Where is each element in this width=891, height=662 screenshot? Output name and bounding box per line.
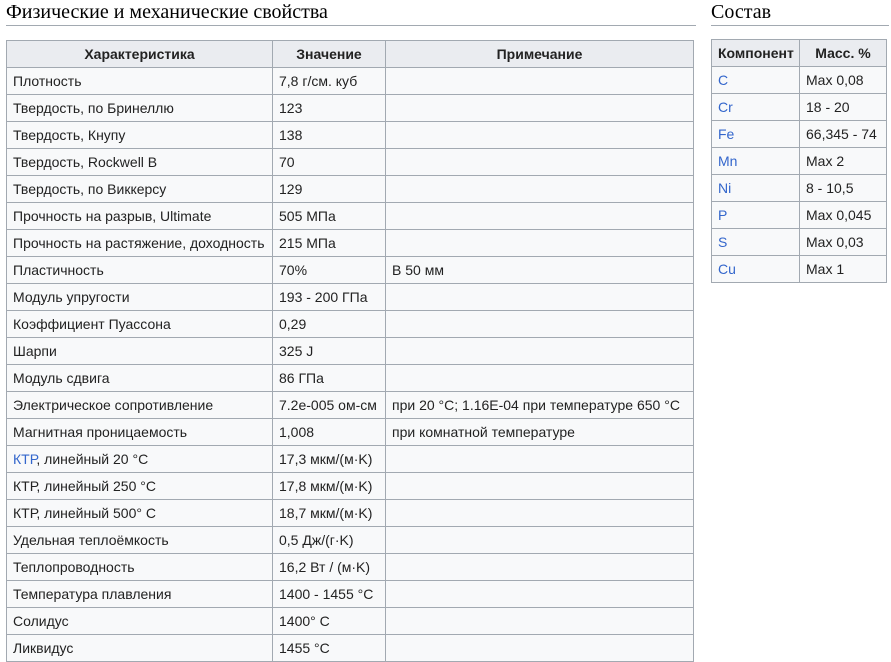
component-element-link[interactable]: Mn — [712, 148, 800, 175]
property-value: 0,29 — [273, 311, 386, 338]
property-name: Плотность — [13, 73, 82, 89]
property-value: 1400 - 1455 °C — [273, 581, 386, 608]
table-row — [712, 94, 887, 121]
column-header-mass-percent: Масс. % — [800, 40, 887, 67]
component-mass-percent: Max 2 — [800, 148, 887, 175]
component-element-link[interactable]: Cr — [712, 94, 800, 121]
property-note — [386, 365, 694, 392]
property-value: 16,2 Вт / (м·K) — [273, 554, 386, 581]
property-name: Магнитная проницаемость — [13, 424, 188, 440]
property-note — [386, 446, 694, 473]
component-element-link[interactable]: Fe — [712, 121, 800, 148]
property-name-cell — [7, 176, 273, 203]
property-name-cell — [7, 257, 273, 284]
composition-header-row — [712, 40, 887, 67]
property-name: Температура плавления — [13, 586, 172, 602]
property-name-cell — [7, 500, 273, 527]
property-name-cell — [7, 149, 273, 176]
property-name-cell — [7, 365, 273, 392]
property-note — [386, 311, 694, 338]
table-row — [7, 338, 694, 365]
component-element-link[interactable]: Ni — [712, 175, 800, 202]
column-header-characteristic: Характеристика — [7, 41, 273, 68]
property-name-cell — [7, 635, 273, 662]
property-name-cell — [7, 95, 273, 122]
properties-table — [6, 40, 694, 662]
property-value: 129 — [273, 176, 386, 203]
property-name: Коэффициент Пуассона — [13, 316, 171, 332]
table-row — [7, 581, 694, 608]
property-name-cell — [7, 203, 273, 230]
table-row — [7, 635, 694, 662]
component-mass-percent: Max 0,08 — [800, 67, 887, 94]
property-name: Твердость, по Бринеллю — [13, 100, 174, 116]
property-name: Модуль сдвига — [13, 370, 110, 386]
properties-body — [7, 68, 694, 662]
table-row — [7, 365, 694, 392]
property-note — [386, 635, 694, 662]
property-name: Модуль упругости — [13, 289, 130, 305]
table-row — [7, 608, 694, 635]
property-note: В 50 мм — [386, 257, 694, 284]
property-note — [386, 608, 694, 635]
property-note — [386, 527, 694, 554]
property-value: 7.2e-005 ом-см — [273, 392, 386, 419]
component-element-link[interactable]: C — [712, 67, 800, 94]
property-name: КТР, линейный 250 °C — [13, 478, 156, 494]
property-name: Прочность на разрыв, Ultimate — [13, 208, 212, 224]
property-note: при 20 °C; 1.16E-04 при температуре 650 °C — [386, 392, 694, 419]
property-value: 123 — [273, 95, 386, 122]
table-row — [712, 121, 887, 148]
table-row — [7, 122, 694, 149]
property-name: Электрическое сопротивление — [13, 397, 214, 413]
component-mass-percent: 8 - 10,5 — [800, 175, 887, 202]
composition-heading: Состав — [711, 0, 889, 26]
property-note — [386, 176, 694, 203]
table-row — [7, 203, 694, 230]
property-name: Твердость, Кнупу — [13, 127, 126, 143]
property-value: 325 J — [273, 338, 386, 365]
property-note — [386, 284, 694, 311]
component-mass-percent: Max 1 — [800, 256, 887, 283]
property-name-link[interactable]: КТР — [13, 451, 37, 467]
property-note — [386, 149, 694, 176]
table-row — [7, 257, 694, 284]
property-note — [386, 230, 694, 257]
property-value: 1,008 — [273, 419, 386, 446]
table-row — [7, 392, 694, 419]
composition-body — [712, 67, 887, 283]
table-row — [7, 149, 694, 176]
property-note — [386, 122, 694, 149]
table-row — [712, 67, 887, 94]
property-name-cell — [7, 554, 273, 581]
property-note — [386, 581, 694, 608]
property-name: Пластичность — [13, 262, 104, 278]
table-row — [712, 175, 887, 202]
property-name: Шарпи — [13, 343, 57, 359]
property-value: 505 МПа — [273, 203, 386, 230]
property-note — [386, 338, 694, 365]
table-row — [7, 68, 694, 95]
properties-heading: Физические и механические свойства — [6, 0, 696, 26]
table-row — [7, 284, 694, 311]
property-name-cell — [7, 230, 273, 257]
properties-header-row — [7, 41, 694, 68]
property-name: Твердость, Rockwell B — [13, 154, 158, 170]
property-name: Ликвидус — [13, 640, 74, 656]
property-value: 17,3 мкм/(м·K) — [273, 446, 386, 473]
property-value: 7,8 г/см. куб — [273, 68, 386, 95]
component-element-link[interactable]: S — [712, 229, 800, 256]
property-name: Теплопроводность — [13, 559, 135, 575]
property-name-cell — [7, 122, 273, 149]
property-name-cell — [7, 311, 273, 338]
table-row — [7, 473, 694, 500]
component-mass-percent: 18 - 20 — [800, 94, 887, 121]
table-row — [7, 230, 694, 257]
column-header-value: Значение — [273, 41, 386, 68]
table-row — [712, 202, 887, 229]
table-row — [7, 95, 694, 122]
table-row — [712, 256, 887, 283]
property-note — [386, 500, 694, 527]
table-row — [7, 419, 694, 446]
property-value: 17,8 мкм/(м·K) — [273, 473, 386, 500]
property-name-cell — [7, 392, 273, 419]
property-note — [386, 554, 694, 581]
property-note — [386, 95, 694, 122]
property-name: Твердость, по Виккерсу — [13, 181, 167, 197]
component-element-link[interactable]: P — [712, 202, 800, 229]
property-note — [386, 473, 694, 500]
property-name-cell — [7, 446, 273, 473]
property-name-cell — [7, 419, 273, 446]
column-header-component: Компонент — [712, 40, 800, 67]
property-note — [386, 68, 694, 95]
composition-table — [711, 39, 887, 283]
table-row — [7, 176, 694, 203]
property-note: при комнатной температуре — [386, 419, 694, 446]
component-mass-percent: 66,345 - 74 — [800, 121, 887, 148]
table-row — [7, 554, 694, 581]
table-row — [712, 229, 887, 256]
property-name-cell — [7, 68, 273, 95]
property-value: 86 ГПа — [273, 365, 386, 392]
property-value: 1455 °C — [273, 635, 386, 662]
component-mass-percent: Max 0,045 — [800, 202, 887, 229]
property-name-cell — [7, 284, 273, 311]
property-value: 70% — [273, 257, 386, 284]
property-name-cell — [7, 473, 273, 500]
property-name: Солидус — [13, 613, 69, 629]
property-name-cell — [7, 527, 273, 554]
property-value: 18,7 мкм/(м·K) — [273, 500, 386, 527]
property-value: 215 МПа — [273, 230, 386, 257]
component-mass-percent: Max 0,03 — [800, 229, 887, 256]
property-value: 70 — [273, 149, 386, 176]
property-name: КТР, линейный 500° C — [13, 505, 156, 521]
table-row — [7, 311, 694, 338]
property-value: 193 - 200 ГПа — [273, 284, 386, 311]
property-note — [386, 203, 694, 230]
table-row — [712, 148, 887, 175]
column-header-note: Примечание — [386, 41, 694, 68]
table-row — [7, 446, 694, 473]
component-element-link[interactable]: Cu — [712, 256, 800, 283]
property-name-cell — [7, 338, 273, 365]
property-value: 1400° C — [273, 608, 386, 635]
table-row — [7, 500, 694, 527]
property-name-cell — [7, 608, 273, 635]
property-name: Прочность на растяжение, доходность — [13, 235, 265, 251]
property-value: 0,5 Дж/(г·K) — [273, 527, 386, 554]
property-name: , линейный 20 °C — [36, 451, 149, 467]
property-value: 138 — [273, 122, 386, 149]
table-row — [7, 527, 694, 554]
property-name-cell — [7, 581, 273, 608]
property-name: Удельная теплоёмкость — [13, 532, 169, 548]
